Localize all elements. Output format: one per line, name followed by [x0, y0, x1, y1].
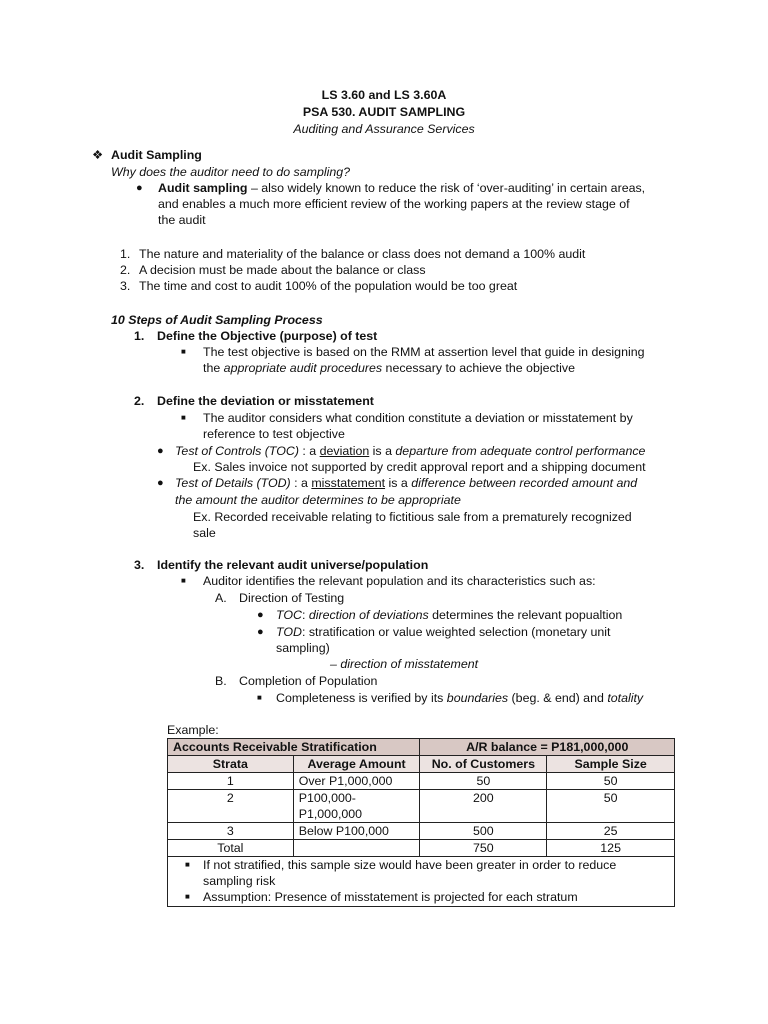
doc-subtitle: Auditing and Assurance Services: [293, 122, 475, 136]
table-cell: 750: [420, 840, 547, 857]
tod-direction-line2: sampling): [276, 641, 330, 655]
table-cell: 3: [168, 823, 294, 840]
bullet-icon: ●: [157, 445, 164, 457]
list-number: 3.: [120, 279, 131, 293]
table-row: [168, 823, 675, 840]
sublist-item: Completion of Population: [239, 674, 378, 688]
step2-text: The auditor considers what condition constitute a deviation or misstatement by: [203, 411, 633, 425]
square-bullet-icon: ■: [185, 892, 190, 901]
list-item: The nature and materiality of the balance or class does not demand a 100% audit: [139, 247, 586, 261]
table-balance: A/R balance = P181,000,000: [420, 739, 675, 756]
square-bullet-icon: ■: [257, 693, 262, 702]
stratification-table: [167, 738, 675, 907]
sampling-definition-line2: and enables a much more efficient review of the working papers at the review stage of: [158, 197, 630, 211]
bullet-icon: ●: [157, 477, 164, 489]
square-bullet-icon: ■: [181, 576, 186, 585]
table-cell: 125: [547, 840, 675, 857]
tod-direction: TOD: stratification or value weighted selection (monetary unit: [276, 625, 611, 639]
doc-title: PSA 530. AUDIT SAMPLING: [302, 105, 466, 119]
tod-example: Ex. Recorded receivable relating to fictitious sale from a prematurely recognized: [193, 510, 632, 524]
table-cell: Over P1,000,000: [293, 773, 420, 790]
table-row: [168, 790, 675, 823]
step-number: 2.: [134, 394, 145, 408]
steps-title: 10 Steps of Audit Sampling Process: [111, 313, 323, 327]
bullet-icon: ●: [136, 182, 143, 194]
square-bullet-icon: ■: [185, 860, 190, 869]
toc-example: Ex. Sales invoice not supported by credit approval report and a shipping document: [193, 460, 646, 474]
table-cell: 500: [420, 823, 547, 840]
tod-direction-note: – direction of misstatement: [330, 657, 479, 671]
table-notes-row: [168, 857, 675, 907]
sublist-letter: A.: [215, 591, 227, 605]
tod-definition: Test of Details (TOD) : a misstatement is a difference between recorded amount and: [175, 476, 638, 490]
table-cell: 1: [168, 773, 294, 790]
section-question: Why does the auditor need to do sampling?: [111, 165, 351, 179]
step1-text-line2: the appropriate audit procedures necessary to achieve the objective: [203, 361, 575, 375]
table-notes: [168, 857, 675, 907]
table-cell: [293, 840, 420, 857]
diamond-bullet-icon: ❖: [92, 148, 104, 162]
completeness-text: Completeness is verified by its boundaries (beg. & end) and totality: [276, 691, 644, 705]
list-item: A decision must be made about the balance or class: [139, 263, 426, 277]
bullet-icon: ●: [257, 609, 264, 621]
table-row: [168, 840, 675, 857]
square-bullet-icon: ■: [181, 413, 186, 422]
table-cell: Below P100,000: [293, 823, 420, 840]
tod-definition-line2: the amount the auditor determines to be appropriate: [175, 493, 461, 507]
table-cell: Total: [168, 840, 294, 857]
doc-code: LS 3.60 and LS 3.60A: [321, 88, 447, 102]
sublist-letter: B.: [215, 674, 227, 688]
table-cell: P100,000- P1,000,000: [293, 790, 420, 823]
list-number: 1.: [120, 247, 131, 261]
sampling-definition-line3: the audit: [158, 213, 206, 227]
table-title: Accounts Receivable Stratification: [168, 739, 420, 756]
step-number: 1.: [134, 329, 145, 343]
table-note: If not stratified, this sample size would have been greater in order to reduce: [203, 858, 617, 872]
toc-direction: TOC: direction of deviations determines the relevant popualtion: [276, 608, 623, 622]
step2-title: Define the deviation or misstatement: [157, 394, 374, 408]
column-header: Average Amount: [293, 756, 420, 773]
square-bullet-icon: ■: [181, 347, 186, 356]
table-cell: 25: [547, 823, 675, 840]
step1-text: The test objective is based on the RMM at assertion level that guide in designing: [203, 345, 645, 359]
table-note-line2: sampling risk: [203, 874, 276, 888]
table-cell: 200: [420, 790, 547, 823]
list-item: The time and cost to audit 100% of the population would be too great: [139, 279, 518, 293]
column-header: Strata: [168, 756, 294, 773]
bullet-icon: ●: [257, 626, 264, 638]
table-cell: 50: [547, 773, 675, 790]
column-header: Sample Size: [547, 756, 675, 773]
step1-title: Define the Objective (purpose) of test: [157, 329, 378, 343]
table-cell: 50: [547, 790, 675, 823]
sublist-item: Direction of Testing: [239, 591, 345, 605]
table-row: [168, 773, 675, 790]
column-header: No. of Customers: [420, 756, 547, 773]
step2-text-line2: reference to test objective: [203, 427, 345, 441]
example-label: Example:: [167, 723, 219, 737]
table-cell: 50: [420, 773, 547, 790]
step3-title: Identify the relevant audit universe/population: [157, 558, 429, 572]
table-note: Assumption: Presence of misstatement is projected for each stratum: [203, 890, 578, 904]
list-number: 2.: [120, 263, 131, 277]
tod-example-line2: sale: [193, 526, 216, 540]
toc-definition: Test of Controls (TOC) : a deviation is a departure from adequate control performance: [175, 444, 646, 458]
step-number: 3.: [134, 558, 145, 572]
step3-intro: Auditor identifies the relevant population and its characteristics such as:: [203, 574, 596, 588]
table-cell: 2: [168, 790, 294, 823]
section-heading: Audit Sampling: [111, 148, 202, 162]
sampling-definition: Audit sampling – also widely known to reduce the risk of ‘over-auditing’ in certain areas,: [158, 181, 646, 195]
